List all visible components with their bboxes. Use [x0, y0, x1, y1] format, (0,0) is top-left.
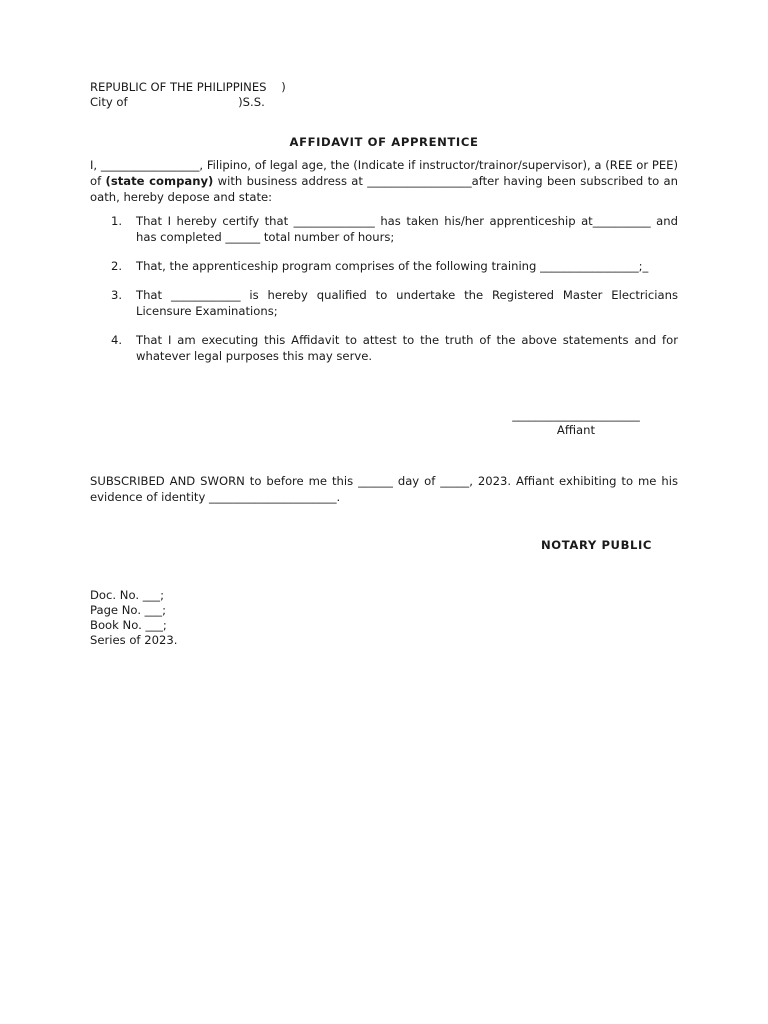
statement-text: That ____________ is hereby qualified to undertake the Registered Master Electricians Licensure Examinations;	[136, 288, 678, 318]
statement-text: That, the apprenticeship program comprises of the following training _________________;_	[136, 259, 649, 273]
venue-republic-line: REPUBLIC OF THE PHILIPPINES )	[90, 80, 286, 94]
jurat-paragraph: SUBSCRIBED AND SWORN to before me this ______ day of _____, 2023. Affiant exhibiting to me his evidence of identity ______________________.	[90, 474, 678, 504]
statement-number: 3.	[110, 288, 122, 302]
intro-paragraph	[90, 157, 678, 205]
statement-number: 4.	[110, 333, 122, 347]
doc-number: Doc. No. ___;	[90, 588, 164, 602]
intro-text-part2: with business address at __________________after having been subscribed to an oath, hereby depose and state:	[90, 174, 678, 204]
book-number: Book No. ___;	[90, 618, 167, 632]
notary-public-label: NOTARY PUBLIC	[541, 538, 653, 552]
statement-text: That I hereby certify that ______________ has taken his/her apprenticeship at__________ and has completed ______ total number of hours;	[136, 214, 678, 244]
statement-number: 1.	[110, 214, 122, 228]
intro-text-part1: I, _________________, Filipino, of legal age, the (Indicate if instructor/trainor/supervisor), a (REE or PEE) of	[90, 158, 678, 188]
statement-text: That I am executing this Affidavit to attest to the truth of the above statements and for whatever legal purposes this may serve.	[136, 333, 678, 363]
affiant-label: Affiant	[556, 423, 596, 437]
series-year: Series of 2023.	[90, 633, 178, 647]
statement-number: 2.	[110, 259, 122, 273]
page-number: Page No. ___;	[90, 603, 166, 617]
affiant-signature-line: ______________________	[512, 408, 640, 422]
venue-city-line: City of )S.S.	[90, 95, 265, 109]
intro-company: (state company)	[105, 174, 214, 188]
document-title: AFFIDAVIT OF APPRENTICE	[289, 135, 479, 149]
